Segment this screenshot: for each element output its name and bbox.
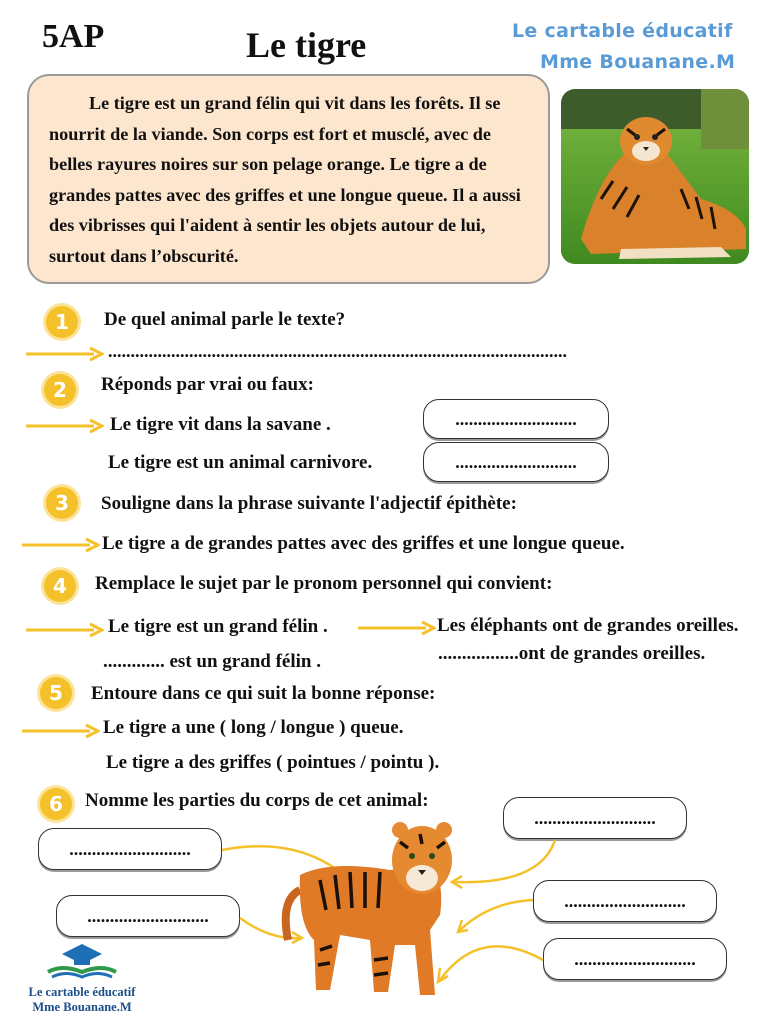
question-4-left-answer[interactable]: ............. est un grand félin . xyxy=(103,651,321,672)
footer-logo-line-2: Mme Bouanane.M xyxy=(32,1000,132,1014)
arrow-right-icon xyxy=(356,620,436,636)
graduation-cap-icon xyxy=(42,942,122,980)
tiger-illustration xyxy=(270,820,470,1005)
question-5-prompt: Entoure dans ce qui suit la bonne réponse: xyxy=(91,683,436,704)
true-false-answer-box-2[interactable]: ........................... xyxy=(423,442,609,482)
question-4-badge: 4 xyxy=(44,570,76,602)
question-3-sentence[interactable]: Le tigre a de grandes pattes avec des griffes et une longue queue. xyxy=(102,533,625,554)
question-1-prompt: De quel animal parle le texte? xyxy=(104,309,346,330)
footer-logo-line-1: Le cartable éducatif xyxy=(28,985,136,999)
question-6-badge: 6 xyxy=(40,788,72,820)
body-part-label-1[interactable]: ........................... xyxy=(38,828,222,870)
question-3-prompt: Souligne dans la phrase suivante l'adjectif épithète: xyxy=(101,493,517,514)
question-5-badge: 5 xyxy=(40,677,72,709)
tiger-photo xyxy=(561,89,749,264)
arrow-right-icon xyxy=(24,346,104,362)
brand-line-2: Mme Bouanane.M xyxy=(540,51,736,73)
reading-text: Le tigre est un grand félin qui vit dans les forêts. Il se nourrit de la viande. Son corps est fort et musclé, avec de belles rayures noires sur son pelage orange. Le tigre a de grandes pattes avec des griffes et une longue queue. Il a aussi des vibrisses qui l'aident à sentir les objets autour de lui, surtout dans l’obscurité. xyxy=(49,93,521,266)
page-title: Le tigre xyxy=(246,25,367,65)
question-4-right-answer[interactable]: .................ont de grandes oreilles. xyxy=(438,643,706,664)
question-5-item-2[interactable]: Le tigre a des griffes ( pointues / pointu ). xyxy=(106,752,440,773)
brand-line-1: Le cartable éducatif xyxy=(512,20,733,42)
question-2-badge: 2 xyxy=(44,374,76,406)
arrow-right-icon xyxy=(24,622,104,638)
footer-logo xyxy=(18,942,146,1015)
question-5-item-1[interactable]: Le tigre a une ( long / longue ) queue. xyxy=(103,717,404,738)
question-4-prompt: Remplace le sujet par le pronom personnel qui convient: xyxy=(95,573,553,594)
body-part-label-2[interactable]: ........................... xyxy=(56,895,240,937)
true-false-answer-box-1[interactable]: ........................... xyxy=(423,399,609,439)
arrow-right-icon xyxy=(24,418,104,434)
question-2-prompt: Réponds par vrai ou faux: xyxy=(101,374,314,395)
question-4-right-sentence: Les éléphants ont de grandes oreilles. xyxy=(437,615,739,636)
question-6-prompt: Nomme les parties du corps de cet animal: xyxy=(85,790,429,811)
arrow-right-icon xyxy=(20,537,100,553)
true-false-item-2: Le tigre est un animal carnivore. xyxy=(108,452,373,473)
question-3-badge: 3 xyxy=(46,487,78,519)
body-part-label-3[interactable]: ........................... xyxy=(503,797,687,839)
true-false-item-1: Le tigre vit dans la savane . xyxy=(110,414,331,435)
body-part-label-4[interactable]: ........................... xyxy=(533,880,717,922)
arrow-right-icon xyxy=(20,723,100,739)
body-part-label-5[interactable]: ........................... xyxy=(543,938,727,980)
question-1-badge: 1 xyxy=(46,306,78,338)
question-4-left-sentence: Le tigre est un grand félin . xyxy=(108,616,328,637)
level-label: 5AP xyxy=(42,18,105,55)
question-1-answer-line[interactable]: ...................................................................................................... xyxy=(108,341,567,361)
reading-text-box xyxy=(27,74,550,284)
